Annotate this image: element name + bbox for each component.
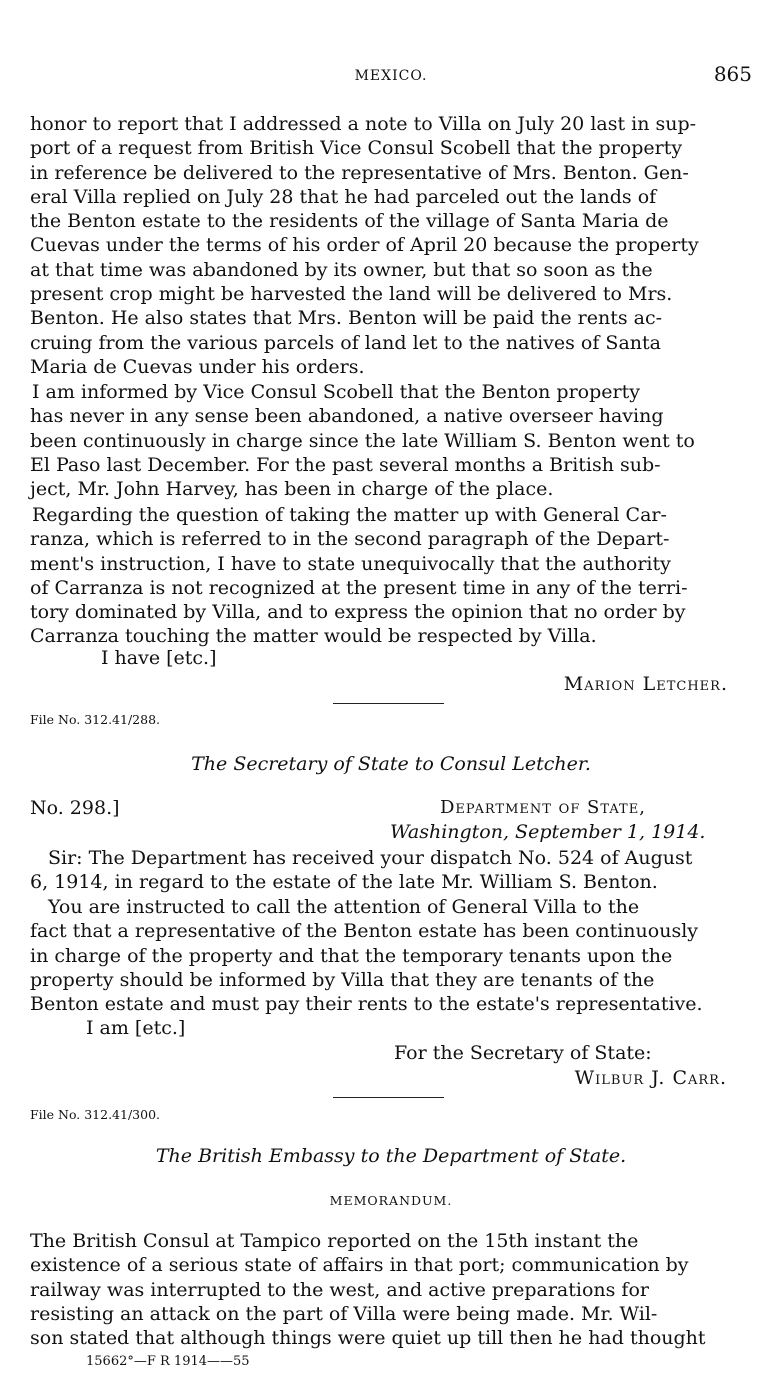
text-line: railway was interrupted to the west, and active preparations for [30, 1278, 649, 1301]
text-line: Maria de Cuevas under his orders. [30, 355, 365, 378]
letter2-number: No. 298.] [30, 797, 120, 819]
letter2-signature: Wilbur J. Carr. [574, 1067, 727, 1089]
separator-rule [333, 1097, 444, 1098]
letter1-signature: Marion Letcher. [563, 673, 728, 695]
text-line: property should be informed by Villa that they are tenants of the [30, 968, 655, 991]
letter2-closing: I am [etc.] [86, 1017, 186, 1039]
text-line: existence of a serious state of affairs in that port; communication by [30, 1254, 689, 1277]
text-line: eral Villa replied on July 28 that he had parceled out the lands of [30, 185, 657, 208]
letter1-paragraph3 [30, 503, 752, 649]
letter2-department: Department of State, [440, 797, 646, 818]
text-line: cruing from the various parcels of land let to the natives of Santa [30, 331, 661, 354]
memorandum-title: MEMORANDUM. [329, 1193, 453, 1208]
letter2-paragraph1 [30, 846, 752, 895]
letter-heading: The British Embassy to the Department of State. [155, 1145, 627, 1167]
letter2-for-line: For the Secretary of State: [394, 1042, 652, 1064]
running-head [30, 62, 752, 88]
text-line: fact that a representative of the Benton estate has been continuously [30, 920, 699, 943]
text-line: tory dominated by Villa, and to express the opinion that no order by [30, 601, 686, 624]
letter2-paragraph2 [30, 895, 752, 1016]
text-line: ject, Mr. John Harvey, has been in charge of the place. [30, 478, 554, 501]
text-line: port of a request from British Vice Consul Scobell that the property [30, 137, 683, 160]
text-line: honor to report that I addressed a note to Villa on July 20 last in sup- [30, 113, 697, 135]
separator-rule [333, 703, 444, 704]
text-line: son stated that although things were quiet up till then he had thought [30, 1327, 706, 1350]
text-line: has never in any sense been abandoned, a native overseer having [30, 405, 664, 428]
letter1-paragraph2 [30, 380, 752, 501]
letter3-paragraph1 [30, 1229, 752, 1350]
text-line: present crop might be harvested the land will be delivered to Mrs. [30, 283, 673, 306]
text-line: of Carranza is not recognized at the present time in any of the terri- [30, 576, 688, 599]
text-line: Benton. He also states that Mrs. Benton will be paid the rents ac- [30, 307, 663, 330]
running-title: MEXICO. [354, 68, 428, 84]
letter1-paragraph1 [30, 112, 752, 379]
text-line: Regarding the question of taking the matter up with General Car- [32, 504, 667, 526]
text-line: El Paso last December. For the past several months a British sub- [30, 453, 661, 476]
text-line: resisting an attack on the part of Villa were being made. Mr. Wil- [30, 1302, 658, 1325]
text-line: the Benton estate to the residents of the village of Santa Maria de [30, 210, 669, 233]
text-line: Sir: The Department has received your dispatch No. 524 of August [48, 847, 693, 869]
text-line: in reference be delivered to the representative of Mrs. Benton. Gen- [30, 161, 689, 184]
text-line: ranza, which is referred to in the second paragraph of the Depart- [30, 528, 670, 551]
text-line: The British Consul at Tampico reported on the 15th instant the [30, 1230, 639, 1252]
file-number: File No. 312.41/300. [30, 1107, 161, 1122]
letter1-closing: I have [etc.] [101, 647, 217, 669]
text-line: in charge of the property and that the temporary tenants upon the [30, 944, 673, 967]
letter-heading: The Secretary of State to Consul Letcher. [191, 753, 591, 775]
text-line: Carranza touching the matter would be respected by Villa. [30, 625, 597, 648]
text-line: I am informed by Vice Consul Scobell that the Benton property [32, 381, 640, 403]
text-line: Cuevas under the terms of his order of April 20 because the property [30, 234, 699, 257]
text-line: You are instructed to call the attention of General Villa to the [48, 896, 640, 918]
page-footer: 15662°—F R 1914——55 [86, 1354, 250, 1369]
text-line: ment's instruction, I have to state unequivocally that the authority [30, 552, 671, 575]
page-number: 865 [713, 62, 752, 86]
text-line: Benton estate and must pay their rents to the estate's representative. [30, 993, 703, 1016]
file-number: File No. 312.41/288. [30, 712, 161, 727]
text-line: 6, 1914, in regard to the estate of the late Mr. William S. Benton. [30, 871, 658, 894]
letter2-place-date: Washington, September 1, 1914. [390, 821, 706, 843]
text-line: at that time was abandoned by its owner, but that so soon as the [30, 258, 653, 281]
text-line: been continuously in charge since the late William S. Benton went to [30, 429, 695, 452]
